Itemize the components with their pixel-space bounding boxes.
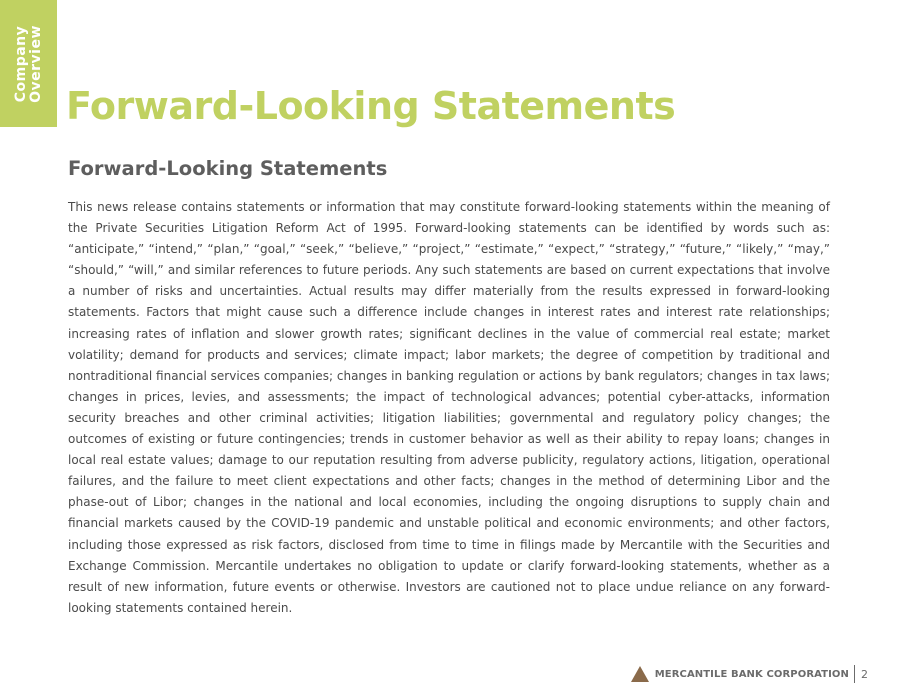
section-tab [0,0,57,127]
section-tab-label [14,25,44,103]
section-tab-line2: Overview [27,24,44,103]
section-tab-line1: Company [12,25,29,102]
company-name: MERCANTILE BANK CORPORATION [654,668,849,680]
footer-divider [854,665,855,683]
triangle-logo-icon [631,666,649,682]
section-heading: Forward-Looking Statements [68,157,388,180]
body-paragraph: This news release contains statements or information that may constitute forward-looking statements within the meaning of the Private Securities Litigation Reform Act of 1995. Forward-looking statements can be identified by words such as: “anticipate,” “intend,” “plan,” “goal,” “seek,” “believe,” “project,” “estimate,” “expect,” “strategy,” “future,” “likely,” “may,” “should,” “will,” and similar references to future periods. Any such statements are based on current expectations that involve a number of risks and uncertainties. Actual results may differ materially from the results expressed in forward-looking statements. Factors that might cause such a difference include changes in interest rates and interest rate relationships; increasing rates of inflation and slower growth rates; significant declines in the value of commercial real estate; market volatility; demand for products and services; climate impact; labor markets; the degree of competition by traditional and nontraditional financial services companies; changes in banking regulation or actions by bank regulators; changes in tax laws; changes in prices, levies, and assessments; the impact of technological advances; potential cyber-attacks, information security breaches and other criminal activities; litigation liabilities; governmental and regulatory policy changes; the outcomes of existing or future contingencies; trends in customer behavior as well as their ability to repay loans; changes in local real estate values; damage to our reputation resulting from adverse publicity, regulatory actions, litigation, operational failures, and the failure to meet client expectations and other facts; changes in the method of determining Libor and the phase-out of Libor; changes in the national and local economies, including the ongoing disruptions to supply chain and financial markets caused by the COVID-19 pandemic and unstable political and economic environments; and other factors, including those expressed as risk factors, disclosed from time to time in filings made by Mercantile with the Securities and Exchange Commission. Mercantile undertakes no obligation to update or clarify forward-looking statements, whether as a result of new information, future events or otherwise. Investors are cautioned not to place undue reliance on any forward-looking statements contained herein. [68,200,830,615]
page-title: Forward-Looking Statements [66,84,676,128]
footer [631,664,868,684]
page-number: 2 [861,667,868,681]
